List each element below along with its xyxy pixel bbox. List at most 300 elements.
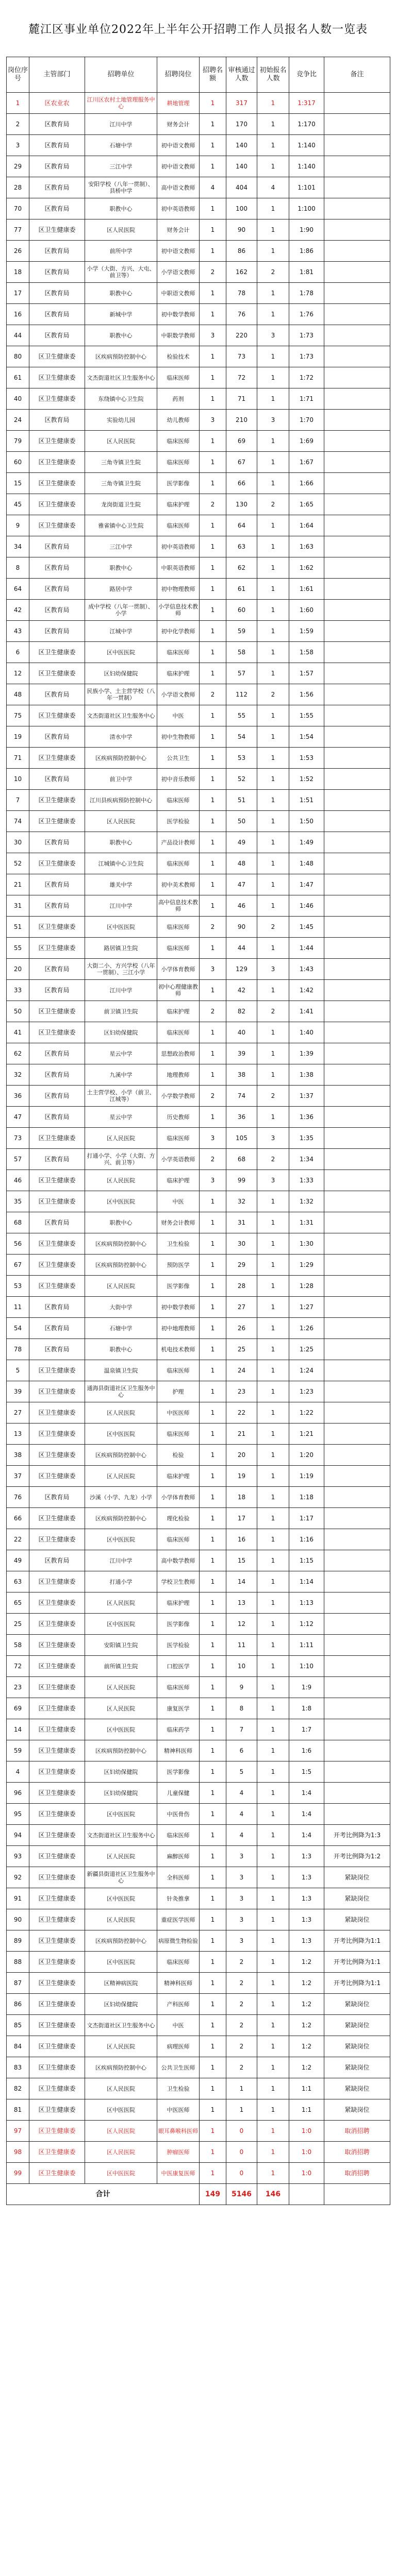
- cell-note: [324, 1212, 390, 1233]
- cell-dept: 区卫生健康委: [29, 367, 85, 388]
- cell-post: 中职英语教师: [157, 557, 200, 579]
- cell-dept: 区教育局: [29, 980, 85, 1001]
- cell-unit: 职教中心: [85, 1339, 157, 1360]
- cell-post: 地理教师: [157, 1064, 200, 1086]
- cell-seq: 28: [7, 177, 29, 198]
- cell-dept: 区卫生健康委: [29, 1698, 85, 1719]
- cell-post: 药剂: [157, 388, 200, 410]
- cell-unit: 土主营学校、小学（前卫、江城等）: [85, 1086, 157, 1107]
- cell-dept: 区教育局: [29, 557, 85, 579]
- cell-seq: 89: [7, 1930, 29, 1952]
- cell-quota: 1: [200, 1973, 226, 1994]
- cell-quota: 1: [200, 811, 226, 832]
- table-row: [7, 874, 390, 895]
- cell-initial: 1: [257, 1529, 289, 1550]
- table-row: [7, 769, 390, 790]
- cell-initial: 1: [257, 1635, 289, 1656]
- cell-ratio: 1:70: [289, 410, 324, 431]
- cell-ratio: 1:66: [289, 473, 324, 494]
- cell-seq: 72: [7, 1656, 29, 1677]
- cell-quota: 1: [200, 114, 226, 135]
- cell-approved: 18: [226, 1487, 257, 1508]
- cell-quota: 1: [200, 1592, 226, 1614]
- cell-quota: 1: [200, 2015, 226, 2036]
- cell-approved: 2: [226, 2057, 257, 2078]
- table-row: [7, 790, 390, 811]
- cell-ratio: 1:12: [289, 1614, 324, 1635]
- cell-post: 临床医师: [157, 642, 200, 663]
- cell-initial: 1: [257, 1297, 289, 1318]
- cell-initial: 1: [257, 1550, 289, 1571]
- table-row: [7, 1698, 390, 1719]
- cell-quota: 1: [200, 93, 226, 114]
- cell-seq: 33: [7, 980, 29, 1001]
- cell-initial: 1: [257, 304, 289, 325]
- cell-approved: 99: [226, 1170, 257, 1191]
- cell-unit: 职教中心: [85, 1212, 157, 1233]
- cell-unit: 三江中学: [85, 156, 157, 177]
- cell-approved: 9: [226, 1677, 257, 1698]
- table-row: [7, 811, 390, 832]
- cell-note: [324, 473, 390, 494]
- cell-unit: 实验幼儿园: [85, 410, 157, 431]
- cell-note: 开考比例降为1:1: [324, 1973, 390, 1994]
- cell-unit: 九溪中学: [85, 1064, 157, 1086]
- cell-quota: 1: [200, 663, 226, 684]
- cell-initial: 1: [257, 2057, 289, 2078]
- cell-initial: 1: [257, 1846, 289, 1867]
- cell-seq: 9: [7, 515, 29, 536]
- cell-post: 中职数学教师: [157, 325, 200, 346]
- cell-dept: 区教育局: [29, 304, 85, 325]
- cell-seq: 43: [7, 621, 29, 642]
- cell-unit: 大街中学: [85, 1297, 157, 1318]
- cell-post: 口腔医学: [157, 1656, 200, 1677]
- cell-initial: 1: [257, 283, 289, 304]
- table-row: [7, 600, 390, 621]
- cell-approved: 0: [226, 2163, 257, 2184]
- cell-post: 儿童保健: [157, 1783, 200, 1804]
- cell-ratio: 1:81: [289, 262, 324, 283]
- cell-note: [324, 1022, 390, 1043]
- cell-post: 医学影像: [157, 473, 200, 494]
- cell-seq: 17: [7, 283, 29, 304]
- cell-post: 理化检验: [157, 1508, 200, 1529]
- cell-initial: 1: [257, 726, 289, 748]
- cell-note: [324, 748, 390, 769]
- cell-ratio: 1:56: [289, 684, 324, 705]
- table-row: [7, 917, 390, 938]
- cell-seq: 47: [7, 1107, 29, 1128]
- cell-ratio: 1:7: [289, 1719, 324, 1740]
- cell-note: [324, 1635, 390, 1656]
- total-row: [7, 2184, 390, 2205]
- cell-post: 初中化学教师: [157, 621, 200, 642]
- cell-post: 临床医师: [157, 452, 200, 473]
- cell-unit: 前卫镇卫生院: [85, 1001, 157, 1022]
- cell-seq: 82: [7, 2078, 29, 2099]
- cell-note: [324, 832, 390, 853]
- cell-approved: 26: [226, 1318, 257, 1339]
- cell-note: 紧缺岗位: [324, 2099, 390, 2121]
- cell-initial: 1: [257, 1888, 289, 1909]
- cell-unit: 文杰街道社区卫生服务中心: [85, 705, 157, 726]
- cell-quota: 1: [200, 1529, 226, 1550]
- cell-quota: 1: [200, 1635, 226, 1656]
- total-label: 合计: [7, 2184, 200, 2205]
- cell-seq: 46: [7, 1170, 29, 1191]
- cell-unit: 江川中学: [85, 895, 157, 917]
- cell-post: 临床医师: [157, 1825, 200, 1846]
- cell-ratio: 1:0: [289, 2121, 324, 2142]
- cell-seq: 25: [7, 1614, 29, 1635]
- cell-quota: 1: [200, 557, 226, 579]
- cell-approved: 112: [226, 684, 257, 705]
- cell-unit: 区人民医院: [85, 431, 157, 452]
- cell-post: 医学影像: [157, 1761, 200, 1783]
- cell-unit: 雄关中学: [85, 874, 157, 895]
- cell-post: 财务会计: [157, 219, 200, 241]
- cell-post: 初中英语教师: [157, 536, 200, 557]
- cell-ratio: 1:5: [289, 1761, 324, 1783]
- cell-note: [324, 1381, 390, 1402]
- cell-quota: 1: [200, 388, 226, 410]
- cell-quota: 1: [200, 219, 226, 241]
- cell-dept: 区教育局: [29, 410, 85, 431]
- table-row: [7, 1529, 390, 1550]
- table-header: [7, 57, 390, 93]
- total-quota: 149: [200, 2184, 226, 2205]
- cell-unit: 区中医医院: [85, 1423, 157, 1445]
- cell-initial: 1: [257, 663, 289, 684]
- cell-ratio: 1:55: [289, 705, 324, 726]
- cell-unit: 民族小学、土主营学校（八年一贯制）: [85, 684, 157, 705]
- cell-approved: 4: [226, 1804, 257, 1825]
- cell-quota: 1: [200, 1719, 226, 1740]
- cell-quota: 1: [200, 1423, 226, 1445]
- cell-seq: 84: [7, 2036, 29, 2057]
- cell-seq: 38: [7, 1445, 29, 1466]
- cell-ratio: 1:51: [289, 790, 324, 811]
- table-row: [7, 1212, 390, 1233]
- cell-dept: 区卫生健康委: [29, 452, 85, 473]
- cell-ratio: 1:2: [289, 1952, 324, 1973]
- cell-note: [324, 790, 390, 811]
- cell-approved: 3: [226, 1909, 257, 1930]
- cell-ratio: 1:140: [289, 135, 324, 156]
- cell-dept: 区卫生健康委: [29, 811, 85, 832]
- cell-note: [324, 811, 390, 832]
- cell-ratio: 1:65: [289, 494, 324, 515]
- cell-initial: 1: [257, 557, 289, 579]
- table-row: [7, 2078, 390, 2099]
- cell-seq: 95: [7, 1804, 29, 1825]
- cell-note: [324, 1107, 390, 1128]
- cell-note: [324, 367, 390, 388]
- cell-ratio: 1:60: [289, 600, 324, 621]
- table-row: [7, 219, 390, 241]
- cell-post: 中医: [157, 1191, 200, 1212]
- cell-initial: 1: [257, 93, 289, 114]
- cell-seq: 78: [7, 1339, 29, 1360]
- cell-post: 临床医师: [157, 917, 200, 938]
- cell-post: 临床护理: [157, 1466, 200, 1487]
- cell-quota: 3: [200, 1128, 226, 1149]
- cell-quota: 1: [200, 874, 226, 895]
- cell-approved: 39: [226, 1043, 257, 1064]
- cell-post: 高中数学教师: [157, 1550, 200, 1571]
- table-body: [7, 93, 390, 2205]
- recruitment-table: [6, 57, 390, 2205]
- cell-quota: 1: [200, 1212, 226, 1233]
- cell-unit: 区人民医院: [85, 1846, 157, 1867]
- cell-post: 临床护理: [157, 663, 200, 684]
- cell-initial: 1: [257, 198, 289, 219]
- table-row: [7, 1318, 390, 1339]
- cell-post: 小学体育教师: [157, 959, 200, 980]
- table-row: [7, 93, 390, 114]
- cell-quota: 1: [200, 2163, 226, 2184]
- cell-dept: 区卫生健康委: [29, 2015, 85, 2036]
- cell-quota: 1: [200, 1191, 226, 1212]
- cell-dept: 区卫生健康委: [29, 2121, 85, 2142]
- cell-quota: 1: [200, 452, 226, 473]
- cell-dept: 区教育局: [29, 684, 85, 705]
- table-row: [7, 2142, 390, 2163]
- cell-seq: 66: [7, 1508, 29, 1529]
- cell-initial: 1: [257, 1783, 289, 1804]
- cell-initial: 1: [257, 2121, 289, 2142]
- cell-post: 眼耳鼻喉科医师: [157, 2121, 200, 2142]
- cell-seq: 16: [7, 304, 29, 325]
- cell-dept: 区卫生健康委: [29, 2078, 85, 2099]
- cell-note: [324, 874, 390, 895]
- cell-note: 开考比例降为1:1: [324, 1952, 390, 1973]
- cell-unit: 区人民医院: [85, 1698, 157, 1719]
- cell-quota: 1: [200, 1402, 226, 1423]
- cell-ratio: 1:43: [289, 959, 324, 980]
- cell-dept: 区卫生健康委: [29, 1761, 85, 1783]
- cell-quota: 1: [200, 1107, 226, 1128]
- cell-approved: 29: [226, 1255, 257, 1276]
- cell-unit: 三江中学: [85, 536, 157, 557]
- cell-post: 小学数学教师: [157, 1086, 200, 1107]
- cell-post: 初中语文教师: [157, 135, 200, 156]
- cell-dept: 区卫生健康委: [29, 1170, 85, 1191]
- cell-dept: 区教育局: [29, 1339, 85, 1360]
- cell-approved: 24: [226, 1360, 257, 1381]
- cell-dept: 区教育局: [29, 177, 85, 198]
- cell-quota: 1: [200, 283, 226, 304]
- cell-quota: 1: [200, 1550, 226, 1571]
- cell-initial: 3: [257, 410, 289, 431]
- cell-quota: 3: [200, 959, 226, 980]
- cell-quota: 3: [200, 410, 226, 431]
- cell-seq: 23: [7, 1677, 29, 1698]
- cell-note: [324, 1761, 390, 1783]
- table-row: [7, 1740, 390, 1761]
- cell-dept: 区卫生健康委: [29, 346, 85, 367]
- cell-note: 紧缺岗位: [324, 2057, 390, 2078]
- cell-initial: 1: [257, 1339, 289, 1360]
- cell-unit: 区人民医院: [85, 1677, 157, 1698]
- cell-dept: 区教育局: [29, 1318, 85, 1339]
- cell-note: [324, 938, 390, 959]
- cell-seq: 49: [7, 1550, 29, 1571]
- table-row: [7, 1381, 390, 1402]
- cell-approved: 38: [226, 1064, 257, 1086]
- cell-dept: 区卫生健康委: [29, 1614, 85, 1635]
- table-row: [7, 1402, 390, 1423]
- cell-unit: 区人民医院: [85, 219, 157, 241]
- cell-dept: 区卫生健康委: [29, 1825, 85, 1846]
- cell-approved: 2: [226, 1994, 257, 2015]
- table-row: [7, 367, 390, 388]
- cell-ratio: 1:4: [289, 1804, 324, 1825]
- cell-quota: 2: [200, 1001, 226, 1022]
- cell-ratio: 1:69: [289, 431, 324, 452]
- cell-seq: 8: [7, 557, 29, 579]
- cell-seq: 11: [7, 1297, 29, 1318]
- table-row: [7, 2036, 390, 2057]
- cell-quota: 1: [200, 536, 226, 557]
- cell-unit: 文杰街道社区卫生服务中心: [85, 2015, 157, 2036]
- table-row: [7, 938, 390, 959]
- table-row: [7, 452, 390, 473]
- cell-seq: 41: [7, 1022, 29, 1043]
- cell-seq: 50: [7, 1001, 29, 1022]
- cell-initial: 1: [257, 1571, 289, 1592]
- cell-seq: 99: [7, 2163, 29, 2184]
- cell-initial: 1: [257, 642, 289, 663]
- cell-approved: 64: [226, 515, 257, 536]
- total-initial: 146: [257, 2184, 289, 2205]
- cell-post: 临床护理: [157, 1592, 200, 1614]
- cell-approved: 42: [226, 980, 257, 1001]
- cell-note: [324, 283, 390, 304]
- cell-seq: 74: [7, 811, 29, 832]
- cell-post: 临床医师: [157, 938, 200, 959]
- cell-approved: 40: [226, 1022, 257, 1043]
- cell-post: 医学影像: [157, 1614, 200, 1635]
- cell-note: [324, 304, 390, 325]
- cell-unit: 区中医医院: [85, 2163, 157, 2184]
- cell-unit: 区疾病预防控制中心: [85, 346, 157, 367]
- cell-initial: 1: [257, 600, 289, 621]
- cell-ratio: 1:100: [289, 198, 324, 219]
- table-row: [7, 1592, 390, 1614]
- cell-initial: 1: [257, 1212, 289, 1233]
- cell-seq: 19: [7, 726, 29, 748]
- cell-approved: 129: [226, 959, 257, 980]
- table-row: [7, 156, 390, 177]
- cell-post: 临床药学: [157, 1719, 200, 1740]
- cell-post: 检验技术: [157, 346, 200, 367]
- cell-initial: 1: [257, 1276, 289, 1297]
- table-row: [7, 2099, 390, 2121]
- cell-initial: 1: [257, 1952, 289, 1973]
- cell-note: [324, 135, 390, 156]
- cell-post: 临床医师: [157, 1529, 200, 1550]
- cell-note: [324, 452, 390, 473]
- cell-approved: 13: [226, 1592, 257, 1614]
- cell-approved: 162: [226, 262, 257, 283]
- cell-seq: 92: [7, 1867, 29, 1888]
- cell-initial: 1: [257, 1191, 289, 1212]
- table-row: [7, 494, 390, 515]
- cell-unit: 新疆县街道社区卫生服务中心: [85, 1867, 157, 1888]
- cell-note: [324, 1529, 390, 1550]
- cell-dept: 区卫生健康委: [29, 1677, 85, 1698]
- cell-note: 紧缺岗位: [324, 1888, 390, 1909]
- cell-post: 医学检验: [157, 811, 200, 832]
- cell-unit: 区妇幼保健院: [85, 1783, 157, 1804]
- header-seq: 岗位序号: [7, 57, 29, 93]
- cell-approved: 140: [226, 156, 257, 177]
- cell-dept: 区卫生健康委: [29, 2163, 85, 2184]
- cell-dept: 区卫生健康委: [29, 1128, 85, 1149]
- cell-unit: 区人民医院: [85, 1592, 157, 1614]
- cell-seq: 13: [7, 1423, 29, 1445]
- cell-approved: 49: [226, 832, 257, 853]
- cell-unit: 安阳学校（八年一贯制）、县桥中学: [85, 177, 157, 198]
- cell-ratio: 1:33: [289, 1170, 324, 1191]
- cell-post: 临床医师: [157, 1677, 200, 1698]
- cell-initial: 1: [257, 156, 289, 177]
- cell-seq: 73: [7, 1128, 29, 1149]
- cell-seq: 52: [7, 853, 29, 874]
- cell-approved: 46: [226, 895, 257, 917]
- cell-initial: 1: [257, 2163, 289, 2184]
- cell-note: [324, 1804, 390, 1825]
- cell-ratio: 1:18: [289, 1487, 324, 1508]
- cell-ratio: 1:34: [289, 1149, 324, 1170]
- cell-dept: 区卫生健康委: [29, 1191, 85, 1212]
- cell-dept: 区卫生健康委: [29, 1740, 85, 1761]
- cell-ratio: 1:19: [289, 1466, 324, 1487]
- cell-seq: 97: [7, 2121, 29, 2142]
- cell-approved: 72: [226, 367, 257, 388]
- cell-post: 医学检验: [157, 1635, 200, 1656]
- cell-ratio: 1:29: [289, 1255, 324, 1276]
- table-row: [7, 262, 390, 283]
- cell-note: [324, 980, 390, 1001]
- cell-unit: 区中医医院: [85, 1719, 157, 1740]
- cell-dept: 区卫生健康委: [29, 1804, 85, 1825]
- cell-initial: 1: [257, 1255, 289, 1276]
- cell-ratio: 1:3: [289, 1930, 324, 1952]
- cell-dept: 区卫生健康委: [29, 1994, 85, 2015]
- cell-unit: 职教中心: [85, 832, 157, 853]
- cell-dept: 区教育局: [29, 769, 85, 790]
- cell-post: 针灸推拿: [157, 1888, 200, 1909]
- cell-note: 取消招聘: [324, 2121, 390, 2142]
- cell-post: 检验: [157, 1445, 200, 1466]
- cell-ratio: 1:38: [289, 1064, 324, 1086]
- cell-seq: 35: [7, 1191, 29, 1212]
- cell-approved: 78: [226, 283, 257, 304]
- cell-initial: 2: [257, 684, 289, 705]
- cell-unit: 前所镇卫生院: [85, 1656, 157, 1677]
- cell-initial: 1: [257, 1445, 289, 1466]
- cell-post: 初中英语教师: [157, 198, 200, 219]
- cell-dept: 区卫生健康委: [29, 515, 85, 536]
- cell-dept: 区教育局: [29, 600, 85, 621]
- cell-unit: 区人民医院: [85, 811, 157, 832]
- cell-ratio: 1:42: [289, 980, 324, 1001]
- cell-seq: 67: [7, 1255, 29, 1276]
- cell-seq: 61: [7, 367, 29, 388]
